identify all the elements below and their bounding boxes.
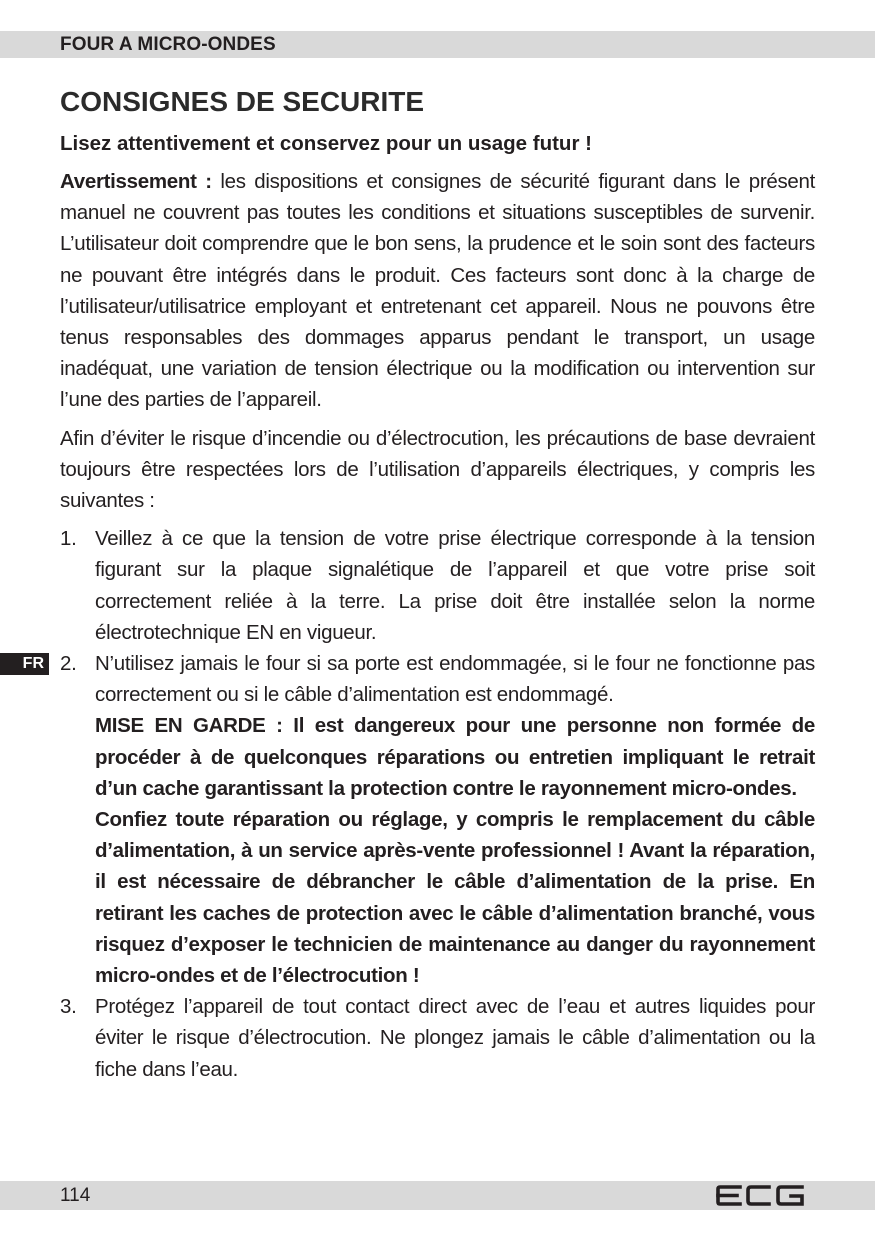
footer-band bbox=[0, 1181, 875, 1210]
section-title: FOUR A MICRO-ONDES bbox=[60, 34, 276, 55]
list-item-text: Veillez à ce que la tension de votre prise électrique corresponde à la tension figurant sur la plaque signalétique de l’appareil et que votre prise soit correctement reliée à la terre. La prise doit être installée selon la norme électrotechnique EN en vigueur. bbox=[95, 527, 815, 644]
list-item-number: 2. bbox=[60, 652, 77, 676]
warning-label: Avertissement : bbox=[60, 170, 212, 193]
list-item bbox=[60, 648, 815, 991]
list-item-text: N’utilisez jamais le four si sa porte est endommagée, si le four ne fonctionne pas correctement ou si le câble d’alimentation est endommagé. bbox=[95, 652, 815, 707]
list-item-number: 3. bbox=[60, 995, 77, 1019]
page-title: CONSIGNES DE SECURITE bbox=[60, 86, 425, 117]
page-number: 114 bbox=[60, 1185, 91, 1206]
header-band bbox=[0, 31, 875, 58]
caution-text: MISE EN GARDE : Il est dangereux pour une personne non formée de procéder à de quelconques réparations ou entretien impliquant le retrait d’un cache garantissant la protection contre le rayonnement micro-ondes. bbox=[95, 714, 815, 800]
list-item-number: 1. bbox=[60, 527, 77, 551]
list-item-text: Protégez l’appareil de tout contact direct avec de l’eau et autres liquides pour éviter le risque d’électrocution. Ne plongez jamais le câble d’alimentation ou la fiche dans l’eau. bbox=[95, 995, 815, 1081]
list-item bbox=[60, 991, 815, 1085]
list-item bbox=[60, 523, 815, 648]
ecg-logo bbox=[716, 1185, 806, 1206]
language-tab: FR bbox=[0, 653, 49, 675]
subtitle: Lisez attentivement et conservez pour un usage futur ! bbox=[60, 132, 592, 155]
warning-paragraph bbox=[60, 166, 815, 416]
page-content bbox=[60, 82, 815, 1085]
repair-warning-text: Confiez toute réparation ou réglage, y compris le remplacement du câble d’alimentation, à un service après-vente professionnel ! Avant la réparation, il est nécessaire de débrancher le câble d’alimentation de la prise. En retirant les caches de protection avec le câble d’alimentation branché, vous risquez d’exposer le technicien de maintenance au danger du rayonnement micro-ondes et de l’électrocution ! bbox=[95, 808, 815, 988]
intro-paragraph: Afin d’éviter le risque d’incendie ou d’électrocution, les précautions de base devraient toujours être respectées lors de l’utilisation d’appareils électriques, y compris les suivantes : bbox=[60, 426, 815, 513]
instructions-list bbox=[60, 523, 815, 1085]
warning-text: les dispositions et consignes de sécurité figurant dans le présent manuel ne couvrent pas toutes les conditions et situations susceptibles de survenir. L’utilisateur doit comprendre que le bon sens, la prudence et le soin sont des facteurs ne pouvant être intégrés dans le produit. Ces facteurs sont donc à la charge de l’utilisateur/utilisatrice employant et entretenant cet appareil. Nous ne pouvons être tenus responsables des dommages apparus pendant le transport, un usage inadéquat, une variation de tension électrique ou la modification ou intervention sur l’une des parties de l’appareil. bbox=[60, 170, 815, 412]
